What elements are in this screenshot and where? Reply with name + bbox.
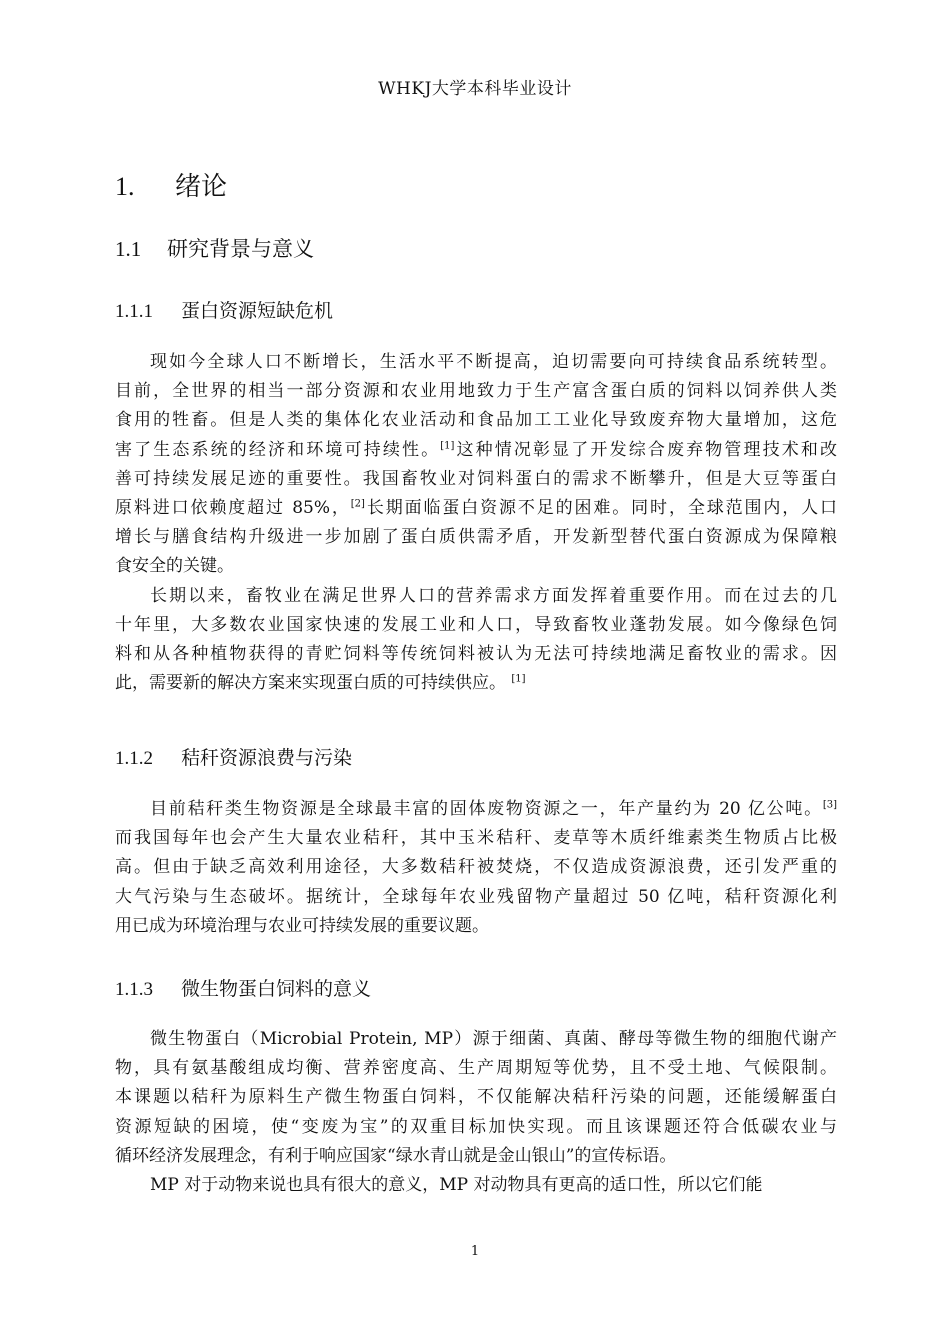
running-header: WHKJ大学本科毕业设计 [378, 79, 572, 99]
chapter-heading [115, 166, 227, 203]
subsection-title: 微生物蛋白饲料的意义 [181, 978, 372, 1000]
paragraph-line: 大气污染与生态破坏。据统计，全球每年农业残留物产量超过 50 亿吨，秸秆资源化利 [115, 886, 837, 907]
paragraph-line: 长期以来，畜牧业在满足世界人口的营养需求方面发挥着重要作用。而在过去的几 [150, 585, 837, 606]
chapter-title: 绪论 [175, 172, 228, 202]
paragraph-line: 十年里，大多数农业国家快速的发展工业和人口，导致畜牧业蓬勃发展。如今像绿色饲 [115, 614, 837, 635]
subsection-heading [115, 743, 352, 770]
subsection-number: 1.1.3 [115, 979, 153, 1000]
paragraph-line: 此，需要新的解决方案来实现蛋白质的可持续供应。 [1] [115, 673, 526, 694]
paragraph-line: 善可持续发展足迹的重要性。我国畜牧业对饲料蛋白的需求不断攀升，但是大豆等蛋白 [115, 468, 837, 489]
subsection-heading [115, 296, 333, 323]
paragraph-line: 资源短缺的困境，使“变废为宝”的双重目标加快实现。而且该课题还符合低碳农业与 [115, 1116, 837, 1137]
subsection-number: 1.1.1 [115, 301, 153, 322]
section-title: 研究背景与意义 [167, 237, 314, 261]
paragraph-line: 害了生态系统的经济和环境可持续性。[1]这种情况彰显了开发综合废弃物管理技术和改 [115, 439, 837, 460]
paragraph-line: 循环经济发展理念，有利于响应国家“绿水青山就是金山银山”的宣传标语。 [115, 1145, 677, 1166]
section-number: 1.1 [115, 237, 142, 261]
paragraph-line: 物，具有氨基酸组成均衡、营养密度高、生产周期短等优势，且不受土地、气候限制。 [115, 1058, 837, 1079]
paragraph-line: 而我国每年也会产生大量农业秸秆，其中玉米秸秆、麦草等木质纤维素类生物质占比极 [115, 828, 837, 849]
paragraph-line: MP 对于动物来说也具有很大的意义，MP 对动物具有更高的适口性，所以它们能 [150, 1175, 763, 1195]
paragraph-line: 食用的牲畜。但是人类的集体化农业活动和食品加工工业化导致废弃物大量增加，这危 [115, 410, 837, 431]
page-number: 1 [470, 1244, 480, 1259]
citation-marker: [1] [440, 439, 455, 451]
paragraph-line: 料和从各种植物获得的青贮饲料等传统饲料被认为无法可持续地满足畜牧业的需求。因 [115, 644, 837, 664]
paragraph-line: 高。但由于缺乏高效利用途径，大多数秸秆被焚烧，不仅造成资源浪费，还引发严重的 [115, 857, 837, 878]
paragraph-line: 增长与膳食结构升级进一步加剧了蛋白质供需矛盾，开发新型替代蛋白资源成为保障粮 [115, 527, 837, 548]
paragraph-line: 食安全的关键。 [115, 556, 234, 577]
paragraph-line: 本课题以秸秆为原料生产微生物蛋白饲料，不仅能解决秸秆污染的问题，还能缓解蛋白 [115, 1087, 837, 1108]
paragraph-line: 目前，全世界的相当一部分资源和农业用地致力于生产富含蛋白质的饲料以饲养供人类 [115, 381, 837, 402]
paragraph-line: 目前秸秆类生物资源是全球最丰富的固体废物资源之一，年产量约为 20 亿公吨。[3] [150, 799, 837, 819]
paragraph-line: 微生物蛋白（Microbial Protein, MP）源于细菌、真菌、酵母等微生物的细胞代谢产 [150, 1029, 837, 1049]
subsection-heading [115, 974, 371, 1001]
citation-marker: [3] [822, 799, 837, 811]
subsection-number: 1.1.2 [115, 748, 153, 769]
paragraph-line: 现如今全球人口不断增长，生活水平不断提高，迫切需要向可持续食品系统转型。 [150, 352, 837, 372]
subsection-title: 秸秆资源浪费与污染 [181, 747, 353, 769]
paragraph-line: 原料进口依赖度超过 85%，[2]长期面临蛋白资源不足的困难。同时，全球范围内，人口 [115, 498, 837, 518]
section-heading [115, 233, 314, 263]
citation-marker: [2] [350, 498, 365, 510]
citation-marker: [1] [511, 673, 526, 685]
chapter-number: 1. [115, 172, 135, 201]
paragraph-line: 用已成为环境治理与农业可持续发展的重要议题。 [115, 915, 489, 936]
subsection-title: 蛋白资源短缺危机 [181, 300, 334, 322]
